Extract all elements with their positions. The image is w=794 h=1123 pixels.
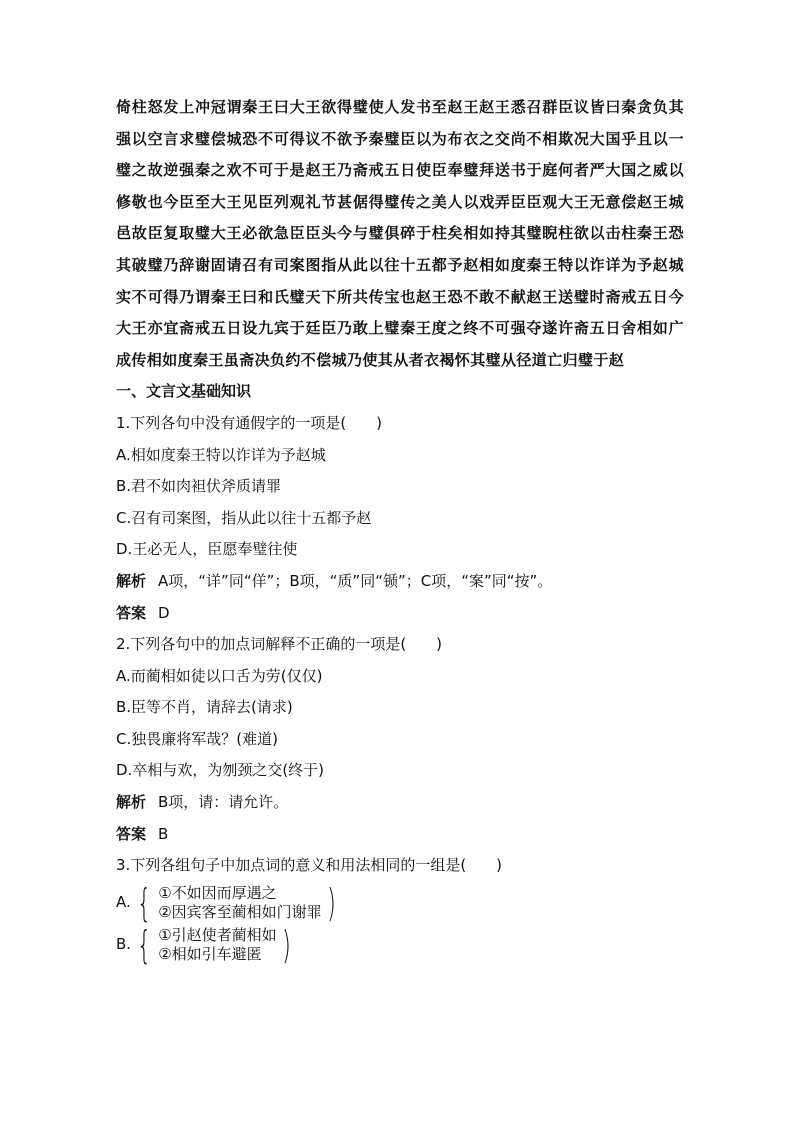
sentence-pair	[158, 884, 321, 922]
classical-passage: 倚柱怒发上冲冠谓秦王曰大王欲得璧使人发书至赵王赵王悉召群臣议皆曰秦贪负其强以空言求璧偿城恐不可得议不欲予秦璧臣以为布衣之交尚不相欺况大国乎且以一璧之故逆强秦之欢不可于是赵王乃斋戒五日使臣奉璧拜送书于庭何者严大国之威以修敬也今臣至大王见臣列观礼节甚倨得璧传之美人以戏弄臣臣观大王无意偿赵王城邑故臣复取璧大王必欲急臣臣头今与璧俱碎于柱矣相如持其璧睨柱欲以击柱秦王恐其破璧乃辞谢固请召有司案图指从此以往十五都予赵相如度秦王特以诈详为予赵城实不可得乃谓秦王曰和氏璧天下所共传宝也赵王恐不敢不献赵王送璧时斋戒五日今大王亦宜斋戒五日设九宾于廷臣乃敢上璧秦王度之终不可强夺遂许斋五日舍相如广成传相如度秦王虽斋决负约不偿城乃使其从者衣褐怀其璧从径道亡归璧于赵	[116, 98, 684, 369]
option-group-b	[116, 922, 684, 967]
analysis-text: B项，请：请允许。	[158, 793, 289, 812]
option-letter: A.	[116, 893, 131, 912]
question-1	[116, 408, 684, 629]
answer-label: 答案	[116, 824, 147, 843]
option-c: C.召有司案图，指从此以往十五都予赵	[116, 508, 372, 527]
left-brace-icon: {	[136, 922, 152, 967]
right-paren-icon: )	[281, 922, 291, 967]
option-a: A.而蔺相如徒以口舌为劳(仅仅)	[116, 666, 323, 685]
analysis-text: A项，“详”同“佯”；B项，“质”同“锧”；C项，“案”同“按”。	[158, 571, 553, 590]
question-stem: 2.下列各句中的加点词解释不正确的一项是( )	[116, 635, 443, 654]
analysis-label: 解析	[116, 571, 147, 590]
answer-line	[116, 598, 684, 630]
sentence-1: ①引赵使者蔺相如	[158, 925, 277, 944]
question-3	[116, 850, 684, 967]
sentence-2: ②相如引车避匿	[158, 944, 262, 963]
option-group-a	[116, 880, 684, 925]
option-d: D.王必无人，臣愿奉璧往使	[116, 540, 298, 559]
option-b: B.君不如肉袒伏斧质请罪	[116, 477, 282, 496]
right-paren-icon: )	[326, 880, 336, 925]
answer-text: B	[158, 824, 169, 843]
option-a: A.相如度秦王特以诈详为予赵城	[116, 445, 326, 464]
analysis-label: 解析	[116, 793, 147, 812]
question-stem: 1.下列各句中没有通假字的一项是( )	[116, 413, 383, 432]
answer-label: 答案	[116, 603, 147, 622]
section-title: 一、文言文基础知识	[116, 382, 252, 401]
option-d: D.卒相与欢，为刎颈之交(终于)	[116, 761, 325, 780]
option-b: B.臣等不肖，请辞去(请求)	[116, 698, 293, 717]
analysis-line	[116, 566, 684, 598]
document-content	[116, 92, 684, 968]
answer-line	[116, 819, 684, 851]
answer-text: D	[158, 603, 170, 622]
analysis-line	[116, 787, 684, 819]
sentence-1: ①不如因而厚遇之	[158, 883, 277, 902]
option-letter: B.	[116, 935, 132, 954]
sentence-pair	[158, 926, 276, 964]
option-c: C.独畏廉将军哉？(难道)	[116, 729, 278, 748]
question-2	[116, 629, 684, 850]
left-brace-icon: {	[136, 880, 152, 925]
sentence-2: ②因宾客至蔺相如门谢罪	[158, 902, 322, 921]
question-stem: 3.下列各组句子中加点词的意义和用法相同的一组是( )	[116, 856, 503, 875]
